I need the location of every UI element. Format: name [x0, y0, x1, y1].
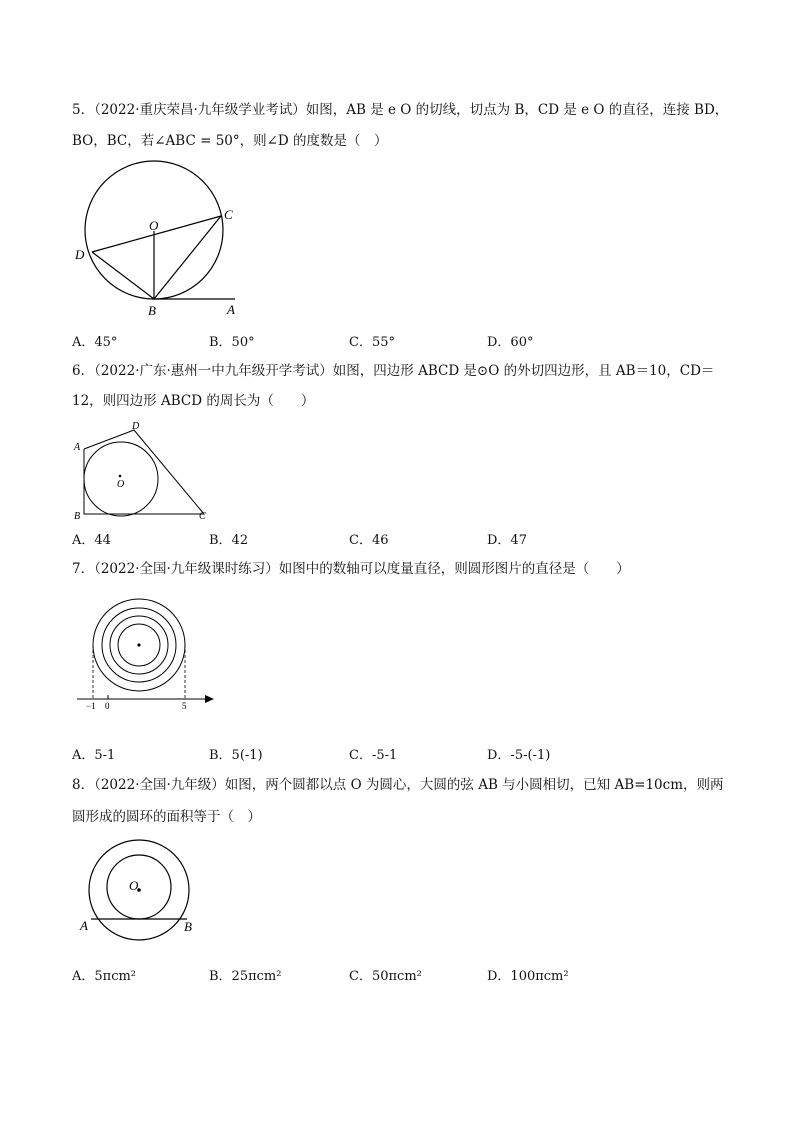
q6-label-D: D	[132, 421, 140, 432]
q5-figure	[70, 158, 250, 320]
q6-label-C: C	[199, 511, 206, 522]
q7-option-c[interactable]: C．-5-1	[349, 748, 398, 763]
q7-option-b[interactable]: B．5(-1)	[209, 748, 263, 763]
q7-tick-0: 0	[105, 701, 110, 711]
q8-stem-line2: 圆形成的圆环的面积等于（ ）	[72, 809, 261, 825]
q8-label-O: O	[129, 878, 139, 893]
q8-option-d[interactable]: D．100πcm²	[487, 969, 569, 984]
q8-figure	[74, 838, 204, 940]
q7-stem-line1: 7．（2022·全国·九年级课时练习）如图中的数轴可以度量直径，则圆形图片的直径是（ ）	[72, 561, 630, 577]
q6-stem-line1: 6．（2022·广东·惠州一中九年级开学考试）如图，四边形 ABCD 是⊙O 的外切四边形，且 AB＝10，CD＝	[72, 363, 715, 379]
q7-tick-neg1: −1	[86, 701, 96, 711]
q6-option-c[interactable]: C．46	[349, 533, 389, 548]
q7-tick-5: 5	[182, 701, 187, 711]
q5-option-b[interactable]: B．50°	[209, 335, 255, 350]
q8-option-c[interactable]: C．50πcm²	[349, 969, 422, 984]
q8-label-B: B	[184, 919, 192, 934]
q5-label-O: O	[149, 218, 159, 233]
q5-option-a[interactable]: A．45°	[72, 335, 118, 350]
q7-figure	[72, 596, 222, 716]
q6-stem-line2: 12，则四边形 ABCD 的周长为（ ）	[72, 393, 315, 409]
q5-stem-line2: BO，BC，若∠ABC = 50°，则∠D 的度数是（ ）	[72, 133, 388, 149]
q6-option-b[interactable]: B．42	[209, 533, 249, 548]
q6-label-A: A	[74, 442, 81, 453]
q5-option-c[interactable]: C．55°	[349, 335, 395, 350]
q8-stem-line1: 8．（2022·全国·九年级）如图，两个圆都以点 O 为圆心，大圆的弦 AB 与小圆相切，已知 AB=10cm，则两	[72, 777, 724, 793]
q8-option-b[interactable]: B．25πcm²	[209, 969, 282, 984]
q5-label-B: B	[148, 303, 156, 318]
q6-option-d[interactable]: D．47	[487, 533, 527, 548]
q6-figure	[72, 418, 212, 524]
q6-label-O: O	[117, 479, 125, 490]
q6-option-a[interactable]: A．44	[72, 533, 111, 548]
q8-label-A: A	[80, 918, 88, 933]
q6-label-B: B	[74, 511, 81, 522]
q5-label-C: C	[224, 207, 233, 222]
q8-option-a[interactable]: A．5πcm²	[72, 969, 137, 984]
q5-option-d[interactable]: D．60°	[487, 335, 534, 350]
q5-label-D: D	[75, 247, 85, 262]
q5-label-A: A	[227, 302, 235, 317]
q7-option-d[interactable]: D．-5-(-1)	[487, 748, 551, 763]
q7-option-a[interactable]: A．5-1	[72, 748, 116, 763]
q5-stem-line1: 5．（2022·重庆荣昌·九年级学业考试）如图，AB 是 e O 的切线，切点为 B，CD 是 e O 的直径，连接 BD，	[72, 102, 729, 118]
